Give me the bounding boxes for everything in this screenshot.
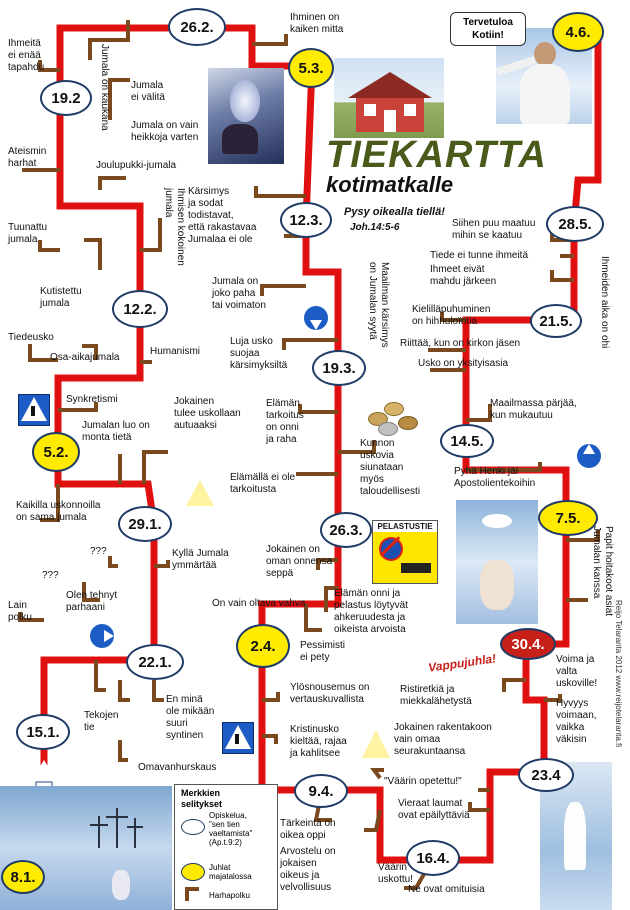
stop-circle: 9.4. xyxy=(294,774,348,808)
side-path-line xyxy=(120,740,128,760)
side-path-line xyxy=(466,404,490,420)
side-path-label: ??? xyxy=(42,570,59,581)
side-path-label: Vieraat laumat ovat epäilyttäviä xyxy=(398,798,470,821)
side-path-label: Jokainen on oman onnensa seppä xyxy=(266,544,333,579)
side-path-label: Kunnon uskovia siunataan myös taloudellisesti xyxy=(360,438,421,497)
side-path-label: Humanismi xyxy=(150,346,201,357)
legend-white-stop-swatch xyxy=(181,819,205,835)
stop-circle: 22.1. xyxy=(126,644,184,680)
side-path-label: Kärsimys ja sodat todistavat, että rakastavaa Jumalaa ei ole xyxy=(188,186,257,245)
side-path-label: Ristiretkiä ja miekkalähetystä xyxy=(400,684,472,707)
side-path-label: Jumala on vain heikkoja varten xyxy=(131,120,199,143)
side-path-label: En minä ole mikään suuri syntinen xyxy=(166,694,215,741)
side-path-label: Kielilläpuhuminen on hihhuloïntia xyxy=(412,304,491,327)
vertical-path-label: Jumala on kaukana xyxy=(99,44,110,131)
side-path-label: Jokainen tulee uskollaan autuaaksi xyxy=(174,396,241,431)
coins-picture xyxy=(362,392,424,438)
side-path-label: Pessimisti ei pety xyxy=(300,640,346,663)
stop-circle: 14.5. xyxy=(440,424,494,458)
side-path-line xyxy=(100,178,126,190)
side-path-line xyxy=(144,452,168,484)
verse-text: Joh.14:5-6 xyxy=(350,222,400,233)
rescue-route-sign xyxy=(372,520,438,584)
side-path-label: Riittää, kun on kirkon jäsen xyxy=(400,338,521,349)
main-road-segment xyxy=(306,220,338,366)
legend-side-path-swatch xyxy=(185,887,199,891)
side-path-line xyxy=(364,810,380,830)
vertical-path-label: Ihmeiden aika on ohi xyxy=(599,256,610,349)
stop-circle: 21.5. xyxy=(530,304,582,338)
side-path-label: "Väärin opetettu!" xyxy=(384,776,462,787)
map-subtitle: kotimatkalle xyxy=(326,172,454,197)
side-path-label: Tuunattu jumala xyxy=(8,222,48,245)
side-path-label: Osa-aikajumala xyxy=(50,352,120,363)
side-path-line xyxy=(118,456,120,484)
side-path-label: Joulupukki-jumala xyxy=(96,160,177,171)
legend-box xyxy=(174,784,278,910)
main-road-segment xyxy=(306,66,312,220)
legend-item-label: Juhlat majatalossa xyxy=(209,863,252,881)
side-path-label: Ateismin harhat xyxy=(8,146,47,169)
side-path-line xyxy=(306,604,322,630)
stop-circle: 4.6. xyxy=(552,12,604,52)
side-path-label: Luja usko suojaa kärsimyksiltä xyxy=(230,336,288,371)
vertical-path-label: Papit hoitakoot asiat Jumalan kanssa xyxy=(591,526,614,617)
stop-circle: 5.3. xyxy=(288,48,334,88)
side-path-label: Elämällä ei ole tarkoitusta xyxy=(230,472,296,495)
start-up-arrow-icon xyxy=(30,760,58,782)
side-path-label: Kyllä Jumala ymmärtää xyxy=(172,548,229,571)
stop-circle: 26.2. xyxy=(168,8,226,46)
warning-triangle-sign xyxy=(186,480,214,506)
side-path-label: Kutistettu jumala xyxy=(40,286,82,309)
side-path-label: Synkretismi xyxy=(66,394,118,405)
credit-text: Reijo Telaranta 2012 www.reijotelaranta.fi xyxy=(614,600,623,748)
side-path-line xyxy=(96,660,106,690)
side-path-label: Omavanhurskaus xyxy=(138,762,217,773)
side-path-label: Kaikilla uskonnoilla on sama jumala xyxy=(16,500,101,523)
side-path-label: ??? xyxy=(90,546,107,557)
stop-circle: 7.5. xyxy=(538,500,598,536)
main-road-segment xyxy=(526,644,544,772)
legend-title: Merkkien selitykset xyxy=(181,788,223,809)
side-path-label: Jumalan luo on monta tietä xyxy=(82,420,150,443)
stop-circle: 19.2 xyxy=(40,80,92,116)
side-path-label: Ihmeitä ei enää tapahdu xyxy=(8,38,45,73)
stop-circle: 2.4. xyxy=(236,624,290,668)
side-path-label: Usko on yksityisasia xyxy=(418,358,509,369)
stop-circle: 23.4 xyxy=(518,758,574,792)
side-path-line xyxy=(120,680,130,700)
side-path-label: Ihminen on kaiken mitta xyxy=(290,12,344,35)
side-path-line xyxy=(252,34,286,44)
side-path-line xyxy=(284,340,338,350)
side-path-label: Jokainen rakentakoon vain omaa seurakuntaansa xyxy=(394,722,492,757)
stop-circle: 12.2. xyxy=(112,290,168,328)
rescue-route-sign-label: PELASTUSTIE xyxy=(373,521,437,532)
side-path-label: Jumala ei välitä xyxy=(131,80,165,103)
side-path-line xyxy=(84,240,100,270)
holy-spirit-picture xyxy=(456,500,538,624)
side-path-line xyxy=(374,770,384,778)
stop-circle: 16.4. xyxy=(406,840,460,876)
stop-circle: 28.5. xyxy=(546,206,604,242)
side-path-line xyxy=(110,80,130,120)
side-path-line xyxy=(256,186,306,196)
side-path-label: Maailmassa pärjää, kun mukautuu xyxy=(490,398,577,421)
side-path-label: Tekojen tie xyxy=(84,710,119,733)
side-path-line xyxy=(140,360,150,362)
main-road-segment xyxy=(262,646,322,790)
side-path-label: Siihen puu maatuu mihin se kaatuu xyxy=(452,218,536,241)
legend-item-label: Opiskelua, "sen tien vaeltamista" (Ap.t.9:2) xyxy=(209,811,253,847)
side-path-label: Lain polku xyxy=(8,600,32,623)
stop-circle: 30.4. xyxy=(500,628,556,660)
welcome-speech-bubble: Tervetuloa Kotiin! xyxy=(450,12,526,46)
map-title: TIEKARTTA xyxy=(326,134,547,176)
legend-yellow-stop-swatch xyxy=(181,863,205,881)
side-path-label: Ylösnousemus on vertauskuvallista xyxy=(290,682,370,705)
side-path-label: Väärin uskottu! xyxy=(378,862,414,885)
vertical-path-label: Ihmisen kokoinen jumala xyxy=(163,188,186,266)
stop-circle: 5.2. xyxy=(32,432,80,472)
stop-circle: 8.1. xyxy=(1,860,45,894)
side-path-label: Elämän tarkoitus on onni ja raha xyxy=(266,398,304,445)
side-path-label: Pyhä Henki jäi Apostolientekoihin xyxy=(454,466,536,489)
side-path-label: Ihmeet eivät mahdu järkeen xyxy=(430,264,497,287)
side-path-line xyxy=(262,286,306,296)
stop-circle: 29.1. xyxy=(118,506,172,542)
side-path-label: Tärkeintä on oikea oppi xyxy=(280,818,336,841)
warning-triangle-sign xyxy=(362,730,390,758)
angel-picture xyxy=(208,68,284,164)
side-path-label: Arvostelu on jokaisen oikeus ja velvollisuus xyxy=(280,846,336,893)
side-path-label: Ne ovat omituisia xyxy=(408,884,485,895)
side-path-line xyxy=(154,680,164,700)
stop-circle: 15.1. xyxy=(16,714,70,750)
side-path-label: Elämän onni ja pelastus löytyvät ahkeruudesta ja oikeista arvoista xyxy=(334,588,408,635)
vertical-path-label: Maailman kärsimys on Jumalan syytä xyxy=(367,262,390,348)
stop-circle: 19.3. xyxy=(312,350,366,386)
side-path-label: Kristinusko kieltää, rajaa ja kahlitsee xyxy=(290,724,347,759)
legend-item-label: Harhapolku xyxy=(209,891,250,900)
house-picture xyxy=(334,58,444,138)
stop-circle: 26.3. xyxy=(320,512,372,548)
side-path-label: Hyvyys voimaan, vaikka väkisin xyxy=(556,698,597,745)
side-path-label: Tiede ei tunne ihmeitä xyxy=(430,250,529,261)
side-path-line xyxy=(300,404,338,412)
side-path-line xyxy=(110,556,118,566)
side-path-label: Olen tehnyt parhaani xyxy=(66,590,118,613)
festival-label: Vappujuhla! xyxy=(427,651,497,675)
crosswalk-sign-right xyxy=(222,722,254,754)
side-path-label: Tiedeusko xyxy=(8,332,54,343)
stop-circle: 12.3. xyxy=(280,202,332,238)
side-path-label: Jumala on joko paha tai voimaton xyxy=(212,276,266,311)
side-path-label: Voima ja valta uskoville! xyxy=(556,654,598,689)
motto-text: Pysy oikealla tiellä! xyxy=(344,206,445,218)
crosswalk-sign-left xyxy=(18,394,50,426)
side-path-label: On vain oltava vahva xyxy=(212,598,306,609)
